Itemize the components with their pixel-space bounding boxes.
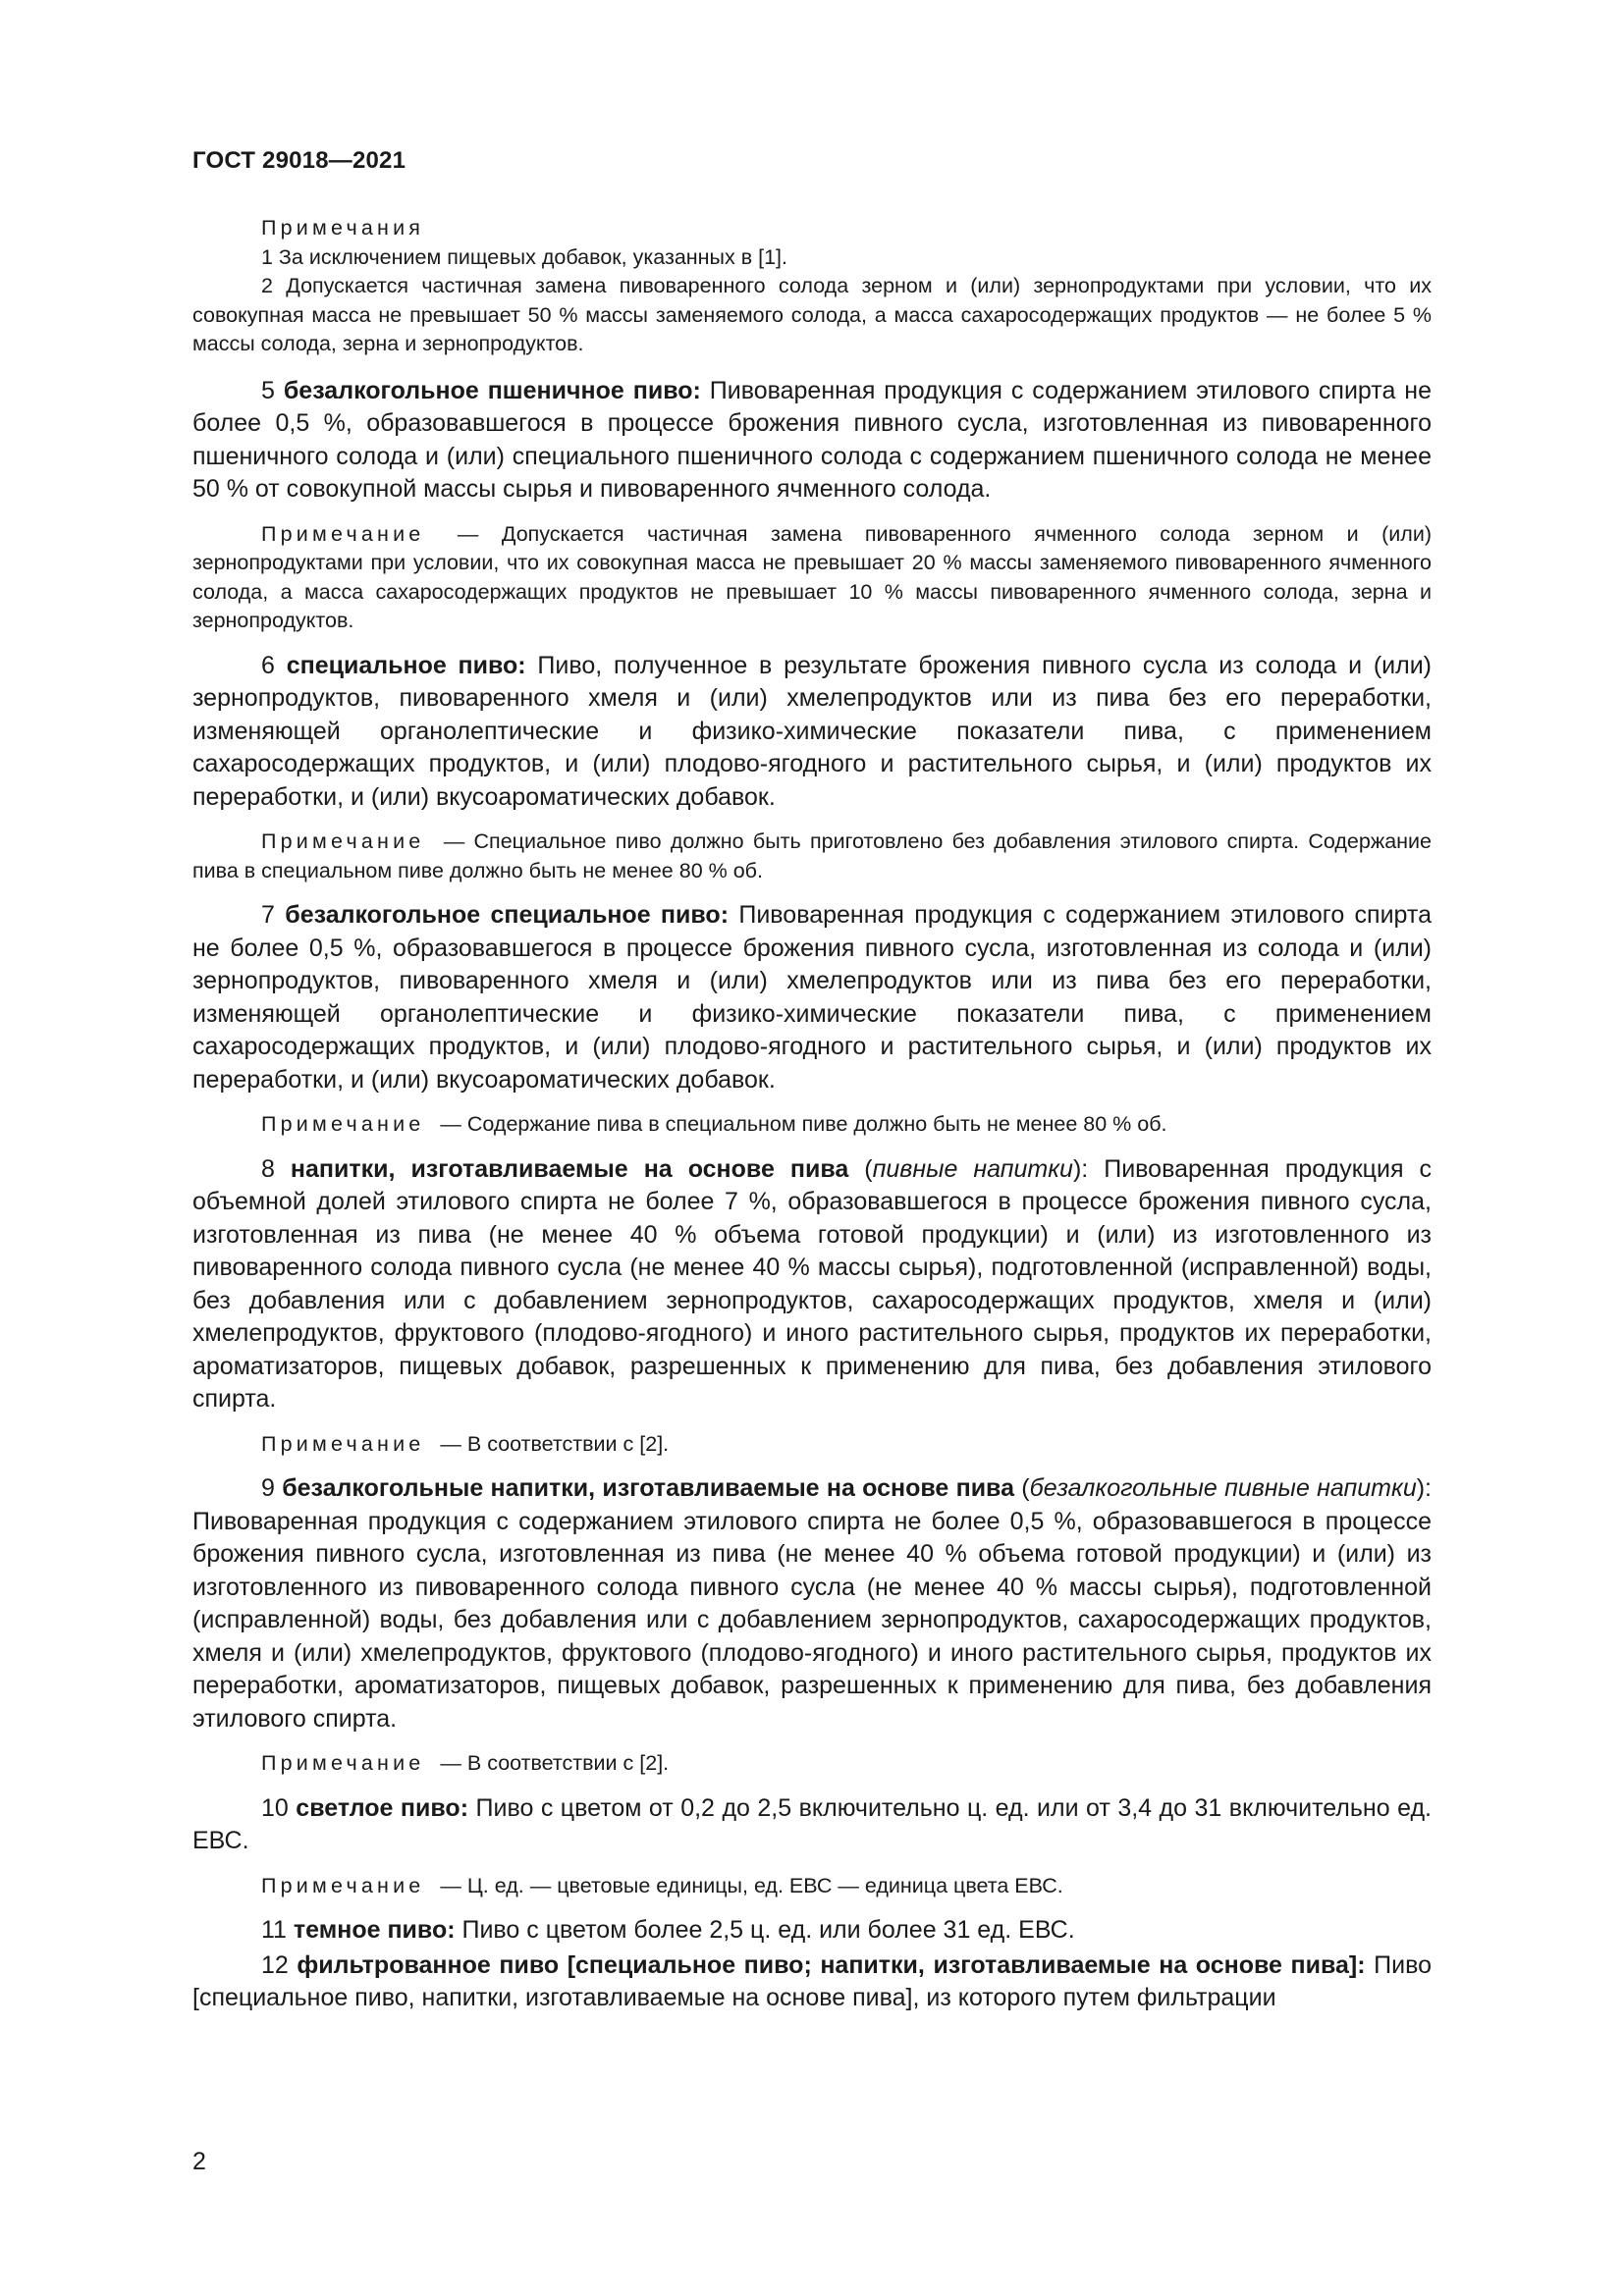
notes-label: Примечания: [261, 216, 425, 240]
document-header: ГОСТ 29018—2021: [192, 147, 406, 174]
term-title: светлое пиво:: [296, 1793, 469, 1822]
term-entry-6: 6 специальное пиво: Пиво, полученное в результате брожения пивного сусла из солода и (или) зернопродуктов, пивоваренного хмеля и (или) хмелепродуктов или из пива без его переработки, изменяющей органолептические и физико-химические показатели пива, с применением сахаросодержащих продуктов, и (или) плодово-ягодного и растительного сырья, и (или) продуктов их переработки, и (или) вкусоароматических добавок.: [192, 651, 1433, 811]
term-entry-7: 7 безалкогольное специальное пиво: Пивоваренная продукция с содержанием этилового спирта не более 0,5 %, образовавшегося в процессе брожения пивного сусла, изготовленная из солода и (или) зернопродуктов, пивоваренного хмеля и (или) хмелепродуктов или из пива без его переработки, изменяющей органолептические и физико-химические показатели пива, с применением сахаросодержащих продуктов, и (или) плодово-ягодного и растительного сырья, и (или) продуктов их переработки, и (или) вкусоароматических добавок.: [192, 901, 1432, 1094]
term-note-10: Примечание — Ц. ед. — цветовые единицы, ед. ЕВС — единица цвета ЕВС.: [261, 1873, 1063, 1897]
term-title: напитки, изготавливаемые на основе пива: [290, 1154, 849, 1183]
term-entry-5: 5 безалкогольное пшеничное пиво: Пивоваренная продукция с содержанием этилового спирта не более 0,5 %, образовавшегося в процессе брожения пивного сусла, изготовленная из пивоваренного пшеничного солода и (или) специального пшеничного солода с содержанием пшеничного солода не менее 50 % от совокупной массы сырья и пивоваренного ячменного солода.: [192, 376, 1432, 503]
term-entry-11: 11 темное пиво: Пиво с цветом более 2,5 ц. ед. или более 31 ед. ЕВС.: [261, 1916, 1075, 1944]
term-alt: пивные напитки: [872, 1154, 1073, 1183]
term-title: безалкогольное пшеничное пиво:: [283, 376, 701, 404]
term-title: темное пиво:: [293, 1916, 456, 1944]
note-item: 2 Допускается частичная замена пивоваренного солода зерном и (или) зернопродуктами при условии, что их совокупная масса не превышает 50 % массы заменяемого солода, а масса сахаросодержащих продуктов — не более 5 % массы солода, зерна и зернопродуктов.: [192, 274, 1432, 355]
term-alt: безалкогольные пивные напитки: [1029, 1474, 1417, 1502]
term-note-9: Примечание — В соответствии с [2].: [261, 1751, 670, 1775]
term-note-6: Примечание — Специальное пиво должно быть приготовлено без добавления этилового спирта. Содержание пива в специальном пиве должно быть не менее 80 % об.: [192, 829, 1432, 882]
page-number: 2: [192, 2148, 206, 2175]
document-page: [192, 147, 1432, 2029]
term-entry-8: 8 напитки, изготавливаемые на основе пива (пивные напитки): Пивоваренная продукция с объемной долей этилового спирта не более 7 %, образовавшегося в процессе брожения пивного сусла, изготовленная из пива (не менее 40 % объема готовой продукции) и (или) из изготовленного из пивоваренного солода пивного сусла (не менее 40 % массы сырья), подготовленной (исправленной) воды, без добавления или с добавлением зернопродуктов, сахаросодержащих продуктов, хмеля и (или) хмелепродуктов, фруктового (плодово-ягодного) и иного растительного сырья, продуктов их переработки, ароматизаторов, пищевых добавок, разрешенных к применению для пива, без добавления этилового спирта.: [192, 1154, 1432, 1413]
term-entry-9: 9 безалкогольные напитки, изготавливаемые на основе пива (безалкогольные пивные напитки): Пивоваренная продукция с содержанием этилового спирта не более 0,5 %, образовавшегося в процессе брожения пивного сусла, изготовленная из пива (не менее 40 % объема готовой продукции) и (или) из изготовленного из пивоваренного солода пивного сусла (не менее 40 % массы сырья), подготовленной (исправленной) воды, без добавления или с добавлением зернопродуктов, сахаросодержащих продуктов, хмеля и (или) хмелепродуктов, фруктового (плодово-ягодного) и иного растительного сырья, продуктов их переработки, ароматизаторов, пищевых добавок, разрешенных к применению для пива, без добавления этилового спирта.: [192, 1474, 1433, 1733]
term-entry-12: 12 фильтрованное пиво [специальное пиво; напитки, изготавливаемые на основе пива]: Пиво [специальное пиво, напитки, изготавливаемые на основе пива], из которого путем фильтрации: [192, 1950, 1432, 2011]
term-title: фильтрованное пиво [специальное пиво; напитки, изготавливаемые на основе пива]:: [297, 1950, 1366, 1979]
term-note-5: Примечание — Допускается частичная замена пивоваренного ячменного солода зерном и (или) зернопродуктами при условии, что их совокупная масса не превышает 20 % массы заменяемого пивоваренного ячменного солода, а масса сахаросодержащих продуктов не превышает 10 % массы пивоваренного ячменного солода, зерна и зернопродуктов.: [192, 521, 1432, 632]
term-note-8: Примечание — В соответствии с [2].: [261, 1431, 670, 1456]
note-item: 1 За исключением пищевых добавок, указанных в [1].: [261, 244, 787, 269]
notes-intro: [192, 214, 1432, 359]
term-title: специальное пиво:: [286, 651, 526, 679]
term-entry-10: 10 светлое пиво: Пиво с цветом от 0,2 до 2,5 включительно ц. ед. или от 3,4 до 31 включительно ед. ЕВС.: [192, 1793, 1432, 1854]
term-note-7: Примечание — Содержание пива в специальном пиве должно быть не менее 80 % об.: [261, 1112, 1167, 1136]
term-title: безалкогольное специальное пиво:: [285, 901, 730, 929]
term-title: безалкогольные напитки, изготавливаемые на основе пива: [282, 1474, 1015, 1502]
